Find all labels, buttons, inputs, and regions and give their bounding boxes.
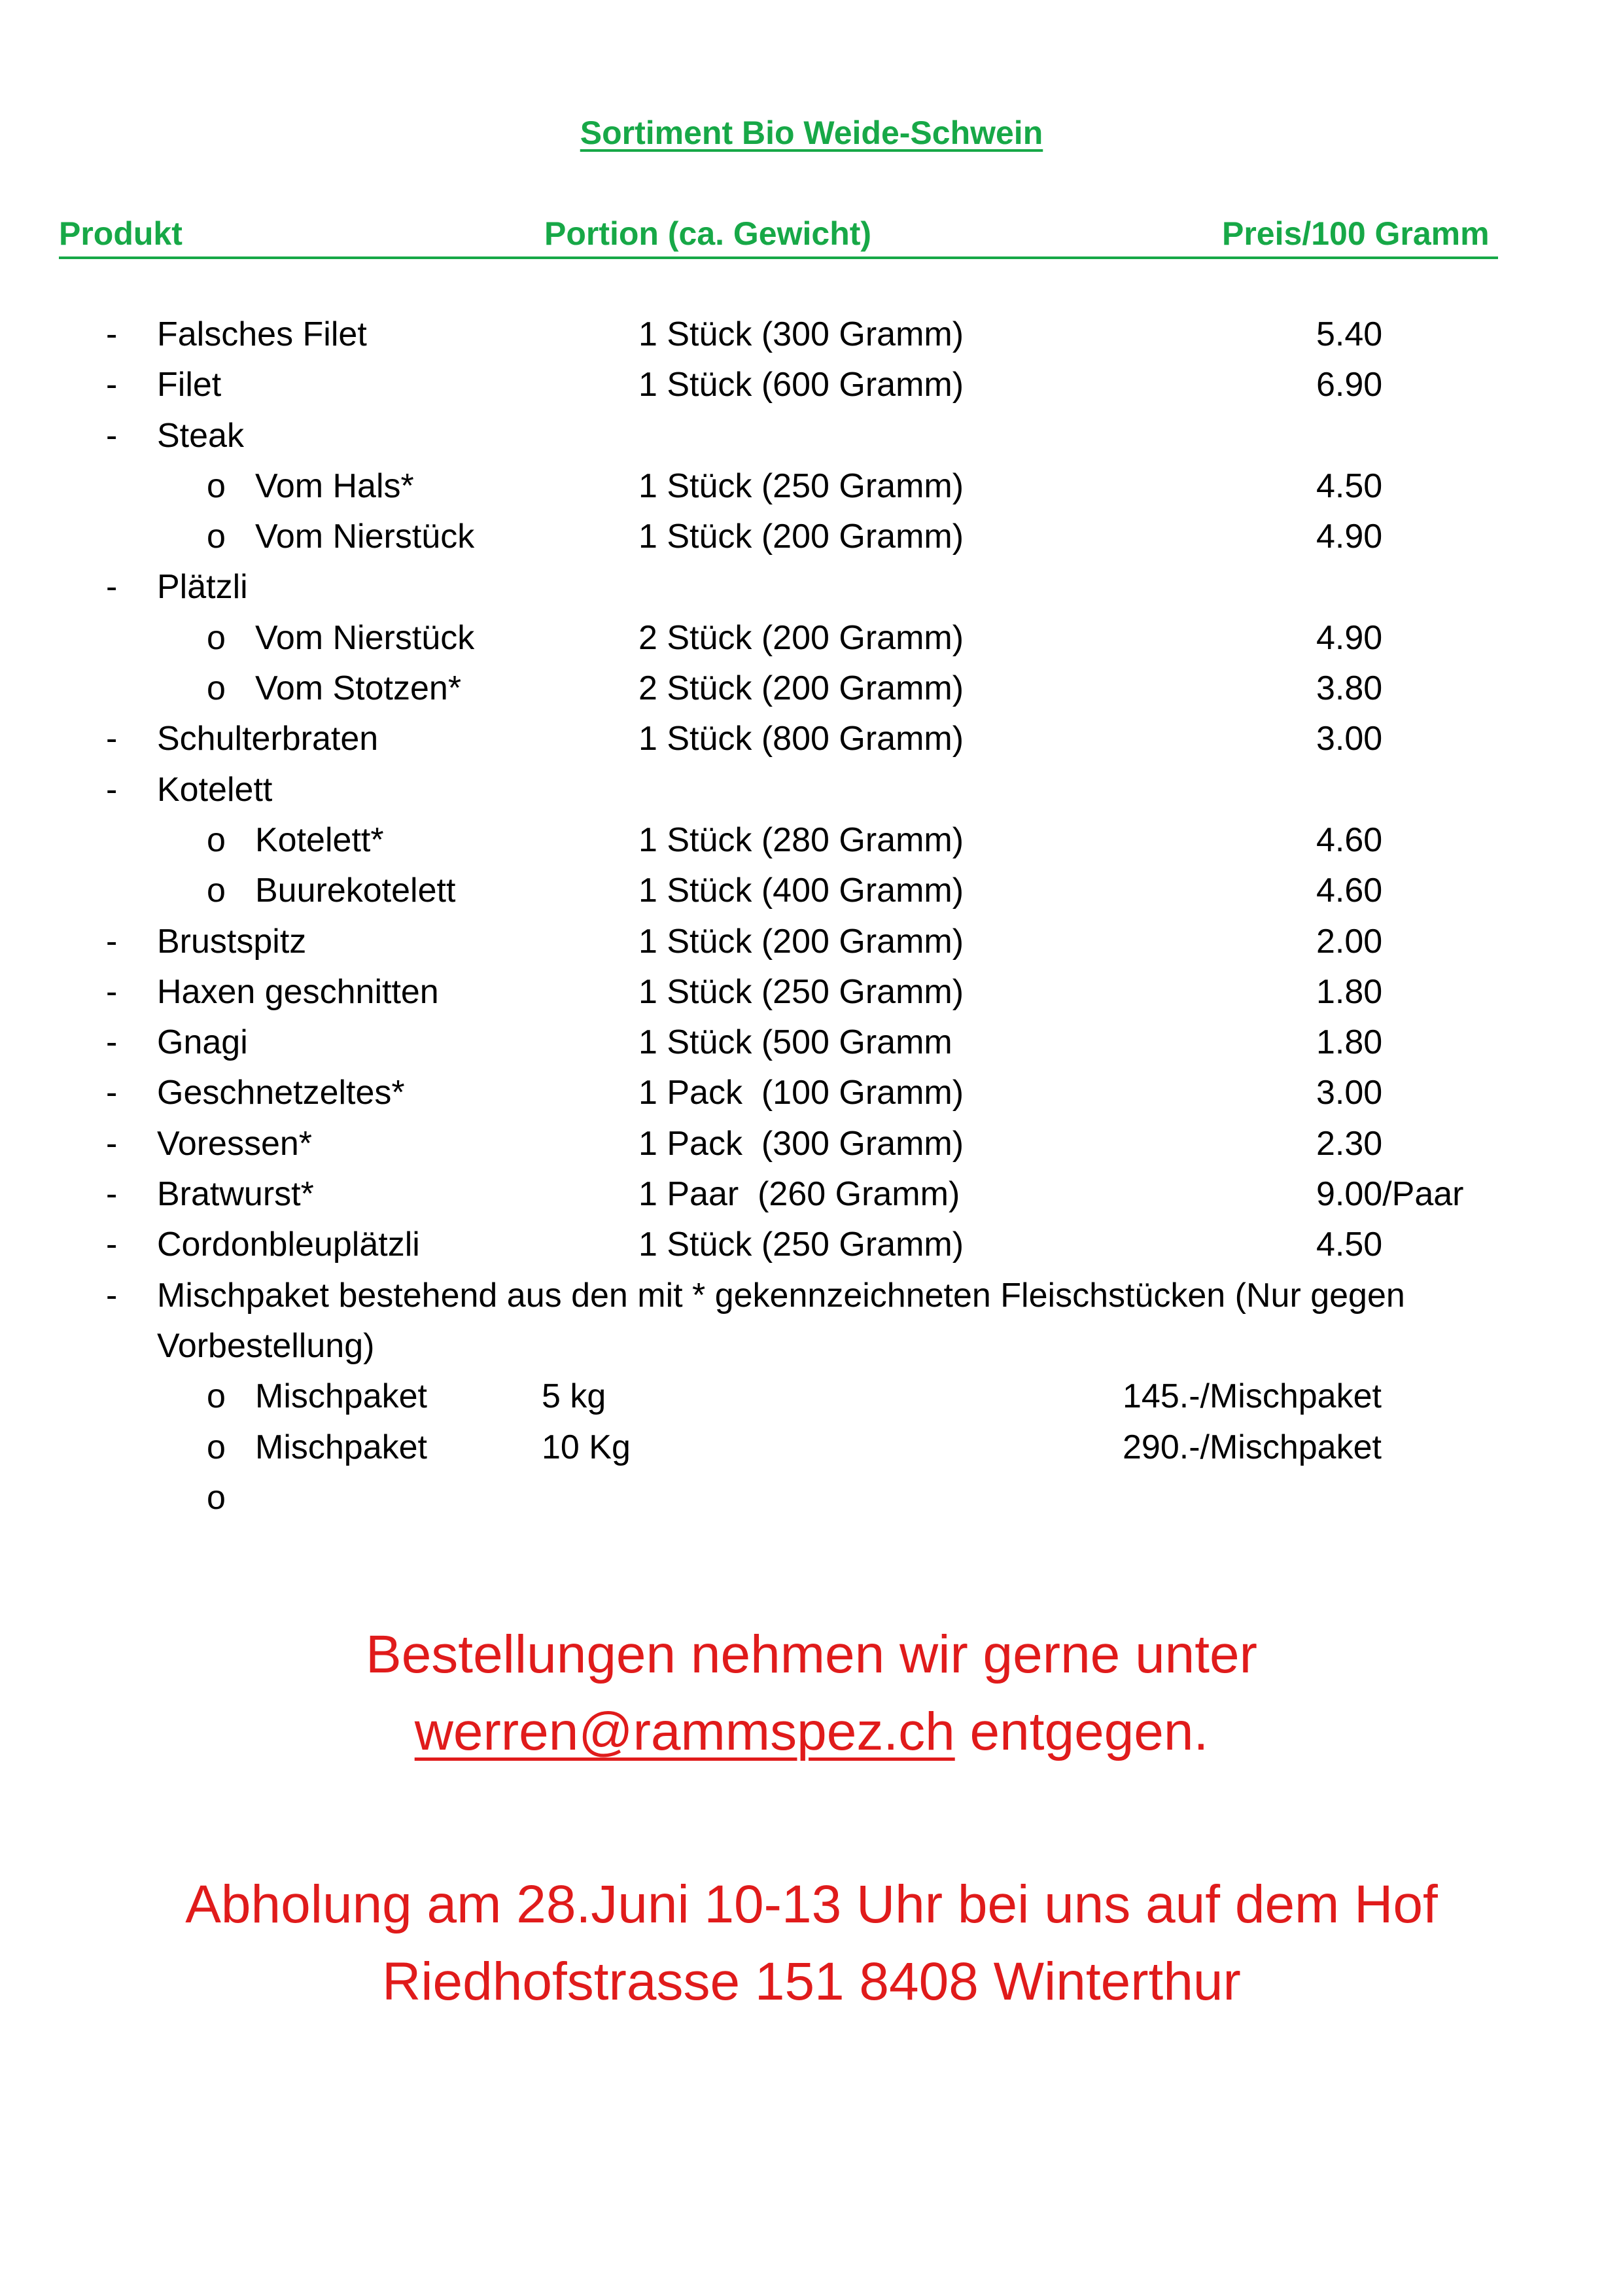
product-portion: 1 Stück (800 Gramm) [638, 720, 964, 758]
product-name: Bratwurst* [157, 1175, 314, 1214]
list-item [0, 411, 1623, 461]
product-name: Cordonbleuplätzli [157, 1226, 420, 1264]
list-subitem [0, 461, 1623, 512]
product-name: Haxen geschnitten [157, 972, 439, 1011]
dash-bullet: - [106, 315, 118, 353]
product-portion: 1 Paar (260 Gramm) [638, 1175, 960, 1214]
empty-list-item [0, 1473, 1623, 1523]
dash-bullet: - [106, 366, 118, 404]
product-category: Kotelett [157, 770, 273, 809]
product-name: Voressen* [157, 1124, 313, 1163]
mix-option [0, 1371, 1623, 1422]
product-price: 2.30 [1316, 1124, 1383, 1163]
list-item [0, 562, 1623, 612]
email-link[interactable]: werren@rammspez.ch [414, 1702, 955, 1761]
product-price: 4.50 [1316, 1226, 1383, 1264]
product-price: 2.00 [1316, 922, 1383, 961]
pickup-address: Riedhofstrasse 151 8408 Winterthur [382, 1952, 1241, 2011]
list-item [0, 967, 1623, 1017]
mix-option-price: 290.-/Mischpaket [1123, 1428, 1382, 1466]
list-subitem [0, 815, 1623, 866]
product-portion: 1 Stück (200 Gramm) [638, 922, 964, 961]
product-name: Vom Stotzen* [255, 669, 462, 708]
list-item [0, 1017, 1623, 1068]
product-portion: 1 Stück (250 Gramm) [638, 467, 964, 505]
product-price: 5.40 [1316, 315, 1383, 353]
dash-bullet: - [106, 416, 118, 455]
circle-bullet: o [207, 669, 226, 708]
mix-option-amount: 10 Kg [542, 1428, 631, 1466]
list-subitem [0, 512, 1623, 562]
order-notice-line-2 [0, 1693, 1623, 1771]
header-price: Preis/100 Gramm [1222, 215, 1490, 252]
product-price: 4.90 [1316, 618, 1383, 657]
product-price: 3.80 [1316, 669, 1383, 708]
dash-bullet: - [106, 1023, 118, 1062]
list-item [0, 309, 1623, 360]
product-price: 1.80 [1316, 972, 1383, 1011]
circle-bullet: o [207, 1377, 226, 1416]
list-item [0, 360, 1623, 410]
product-price: 3.00 [1316, 1074, 1383, 1112]
circle-bullet: o [207, 1428, 226, 1466]
product-price: 6.90 [1316, 366, 1383, 404]
product-name: Brustspitz [157, 922, 307, 961]
list-subitem [0, 613, 1623, 663]
product-price: 4.60 [1316, 821, 1383, 859]
product-portion: 1 Stück (600 Gramm) [638, 366, 964, 404]
mix-option-amount: 5 kg [542, 1377, 606, 1416]
product-name: Vom Nierstück [255, 618, 475, 657]
product-portion: 2 Stück (200 Gramm) [638, 669, 964, 708]
product-portion: 1 Stück (250 Gramm) [638, 972, 964, 1011]
dash-bullet: - [106, 568, 118, 607]
list-item [0, 765, 1623, 815]
product-portion: 1 Pack (300 Gramm) [638, 1124, 964, 1163]
list-item [0, 1068, 1623, 1118]
circle-bullet: o [207, 1478, 226, 1517]
product-portion: 2 Stück (200 Gramm) [638, 618, 964, 657]
circle-bullet: o [207, 618, 226, 657]
list-item [0, 714, 1623, 764]
product-portion: 1 Stück (300 Gramm) [638, 315, 964, 353]
product-portion: 1 Stück (280 Gramm) [638, 821, 964, 859]
order-notice [0, 1616, 1623, 1771]
product-name: Geschnetzeltes* [157, 1074, 405, 1112]
product-list [0, 309, 1623, 1523]
product-portion: 1 Stück (200 Gramm) [638, 518, 964, 556]
product-price: 1.80 [1316, 1023, 1383, 1062]
dash-bullet: - [106, 922, 118, 961]
dash-bullet: - [106, 1226, 118, 1264]
pickup-notice-line: Abholung am 28.Juni 10-13 Uhr bei uns auf dem Hof [185, 1875, 1438, 1934]
list-item [0, 1169, 1623, 1220]
mix-package-description: Mischpaket bestehend aus den mit * gekennzeichneten Fleischstücken (Nur gegen Vorbestellung) [157, 1276, 1405, 1365]
product-category: Steak [157, 416, 244, 455]
product-name: Gnagi [157, 1023, 248, 1062]
list-subitem [0, 663, 1623, 714]
dash-bullet: - [106, 972, 118, 1011]
product-price: 4.50 [1316, 467, 1383, 505]
dash-bullet: - [106, 1276, 118, 1315]
header-portion: Portion (ca. Gewicht) [544, 215, 872, 252]
product-price: 9.00/Paar [1316, 1175, 1464, 1214]
product-portion: 1 Stück (500 Gramm [638, 1023, 952, 1062]
product-price: 3.00 [1316, 720, 1383, 758]
header-product: Produkt [59, 215, 183, 252]
product-portion: 1 Pack (100 Gramm) [638, 1074, 964, 1112]
circle-bullet: o [207, 821, 226, 859]
product-name: Kotelett* [255, 821, 384, 859]
order-notice-suffix: entgegen. [954, 1702, 1209, 1761]
product-price: 4.60 [1316, 872, 1383, 910]
circle-bullet: o [207, 467, 226, 505]
product-portion: 1 Stück (250 Gramm) [638, 1226, 964, 1264]
list-item [0, 1119, 1623, 1169]
dash-bullet: - [106, 1074, 118, 1112]
mix-option-name: Mischpaket [255, 1377, 427, 1416]
dash-bullet: - [106, 770, 118, 809]
product-name: Schulterbraten [157, 720, 379, 758]
list-item [0, 917, 1623, 967]
document-title [0, 110, 1623, 156]
dash-bullet: - [106, 720, 118, 758]
product-name: Vom Nierstück [255, 518, 475, 556]
product-name: Falsches Filet [157, 315, 367, 353]
dash-bullet: - [106, 1124, 118, 1163]
order-notice-line: Bestellungen nehmen wir gerne unter [366, 1625, 1257, 1684]
circle-bullet: o [207, 872, 226, 910]
circle-bullet: o [207, 518, 226, 556]
document-title-text: Sortiment Bio Weide-Schwein [580, 115, 1043, 151]
dash-bullet: - [106, 1175, 118, 1214]
product-portion: 1 Stück (400 Gramm) [638, 872, 964, 910]
list-item [0, 1220, 1623, 1270]
product-name: Buurekotelett [255, 872, 456, 910]
mix-package-item [0, 1271, 1623, 1372]
mix-option-name: Mischpaket [255, 1428, 427, 1466]
mix-option [0, 1422, 1623, 1473]
table-header [59, 211, 1498, 259]
product-name: Vom Hals* [255, 467, 414, 505]
mix-option-price: 145.-/Mischpaket [1123, 1377, 1382, 1416]
product-price: 4.90 [1316, 518, 1383, 556]
pickup-notice [0, 1866, 1623, 2021]
list-subitem [0, 866, 1623, 916]
product-name: Filet [157, 366, 222, 404]
product-category: Plätzli [157, 568, 248, 607]
